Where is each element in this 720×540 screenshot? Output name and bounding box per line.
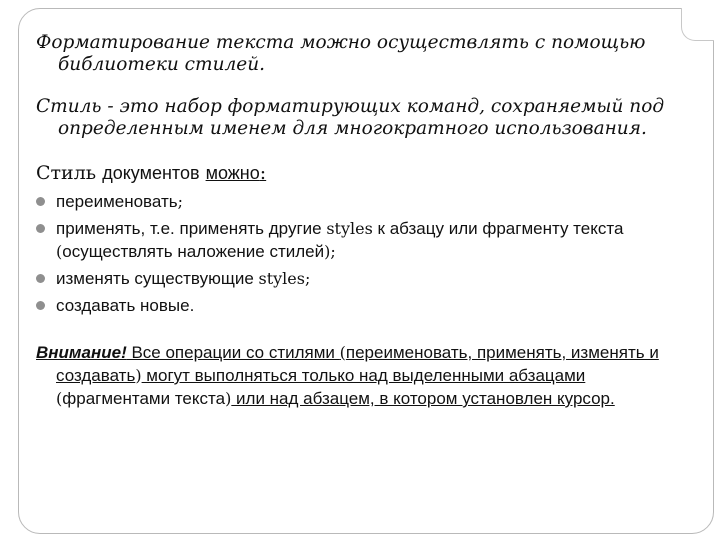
- paragraph-intro: Форматирование текста можно осуществлять с помощью библиотеки стилей.: [36, 32, 646, 75]
- note-paren: ): [225, 389, 232, 408]
- lead-colon: :: [259, 162, 267, 184]
- list-item-text: переименовать: [56, 192, 178, 211]
- list-item-styles: styles: [326, 219, 373, 238]
- list-item-text: изменять существующие: [56, 269, 259, 288]
- lead-word-can: можно: [205, 163, 260, 183]
- paragraph-style-definition: Стиль - это набор форматирующих команд, сохраняемый под определенным именем для многократного использования.: [36, 96, 665, 139]
- note-paren: ): [135, 366, 142, 385]
- list-item: [36, 294, 696, 317]
- note-paren: (: [56, 389, 63, 408]
- note-text: переименовать, применять, изменять и создавать: [56, 343, 659, 385]
- list-item: [36, 190, 696, 213]
- note-text: Все операции со стилями: [126, 343, 340, 362]
- list-item-end: ;: [177, 192, 184, 211]
- list-item-text: к абзацу или фрагменту текста: [372, 219, 624, 238]
- note-text: или над абзацем, в котором установлен курсор.: [231, 389, 615, 408]
- lead-line: [36, 160, 696, 186]
- list-item-paren: );: [324, 242, 336, 261]
- bullet-icon: [36, 197, 45, 206]
- list-item-text: осуществлять наложение стилей: [62, 242, 325, 261]
- list-item-text: создавать новые.: [56, 296, 195, 315]
- list-item: [36, 217, 696, 263]
- lead-word-documents: документов: [102, 163, 200, 183]
- list-item: [36, 267, 696, 290]
- attention-note: [36, 341, 696, 410]
- note-text: фрагментами текста: [62, 389, 226, 408]
- bullet-list: [36, 190, 696, 317]
- bullet-icon: [36, 274, 45, 283]
- slide-content: [36, 32, 696, 410]
- lead-word-style: Стиль: [36, 162, 97, 184]
- list-item-end: ;: [304, 269, 311, 288]
- note-text: могут выполняться только над выделенными абзацами: [141, 366, 586, 385]
- list-item-text: применять, т.е. применять другие: [56, 219, 327, 238]
- list-item-paren: (: [56, 242, 63, 261]
- bullet-icon: [36, 224, 45, 233]
- bullet-icon: [36, 301, 45, 310]
- note-warning-label: Внимание!: [36, 343, 127, 362]
- list-item-styles: styles: [258, 269, 305, 288]
- note-paren: (: [339, 343, 346, 362]
